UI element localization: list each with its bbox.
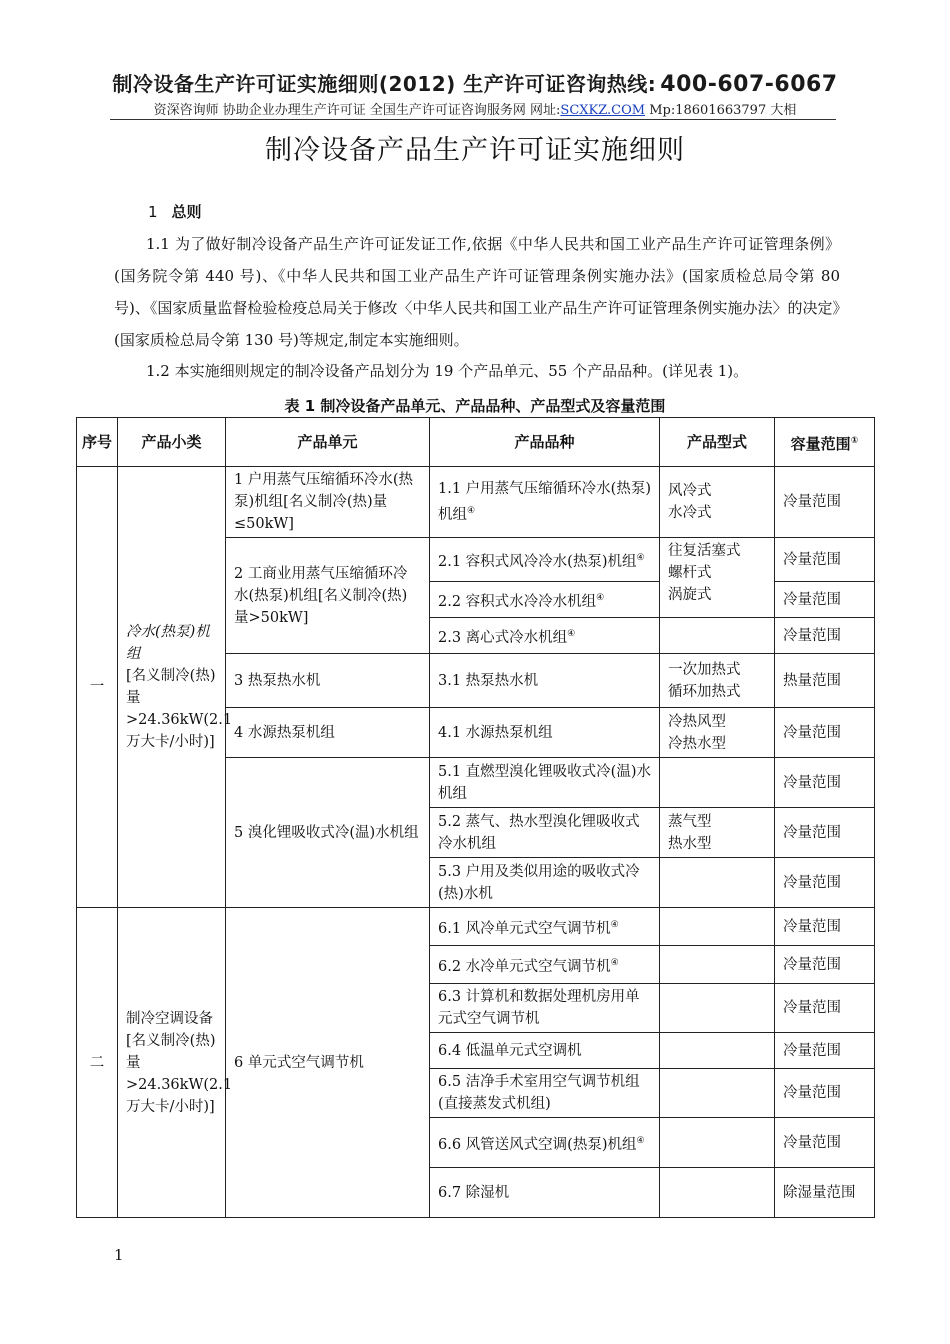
header-title-text: 制冷设备生产许可证实施细则(2012) 生产许可证咨询热线: <box>112 72 657 96</box>
capacity-2-3: 冷量范围 <box>775 618 875 654</box>
capacity-6-2: 冷量范围 <box>775 946 875 984</box>
type-6-3-empty <box>660 984 775 1033</box>
header-subtitle <box>0 99 950 118</box>
type-6-6-empty <box>660 1118 775 1168</box>
capacity-6-1: 冷量范围 <box>775 908 875 946</box>
type-6-5-empty <box>660 1069 775 1118</box>
type-1-a: 风冷式 <box>668 483 712 499</box>
variety-6-6 <box>430 1118 660 1168</box>
capacity-6-5: 冷量范围 <box>775 1069 875 1118</box>
table-row <box>77 467 875 538</box>
footnote-mark: ④ <box>636 1135 645 1146</box>
capacity-6-4: 冷量范围 <box>775 1033 875 1069</box>
variety-2-3-text: 2.3 离心式冷水机组 <box>438 629 568 646</box>
unit-1: 1 户用蒸气压缩循环冷水(热泵)机组[名义制冷(热)量≤50kW] <box>226 467 430 538</box>
type-2-b: 螺杆式 <box>668 565 712 581</box>
type-5 <box>660 808 775 858</box>
type-5-3-empty <box>660 858 775 908</box>
type-2-a: 往复活塞式 <box>668 543 741 559</box>
unit-4: 4 水源热泵机组 <box>226 708 430 758</box>
header-subtitle-right: Mp:18601663797 大相 <box>645 103 797 118</box>
capacity-5-1: 冷量范围 <box>775 758 875 808</box>
variety-4-1: 4.1 水源热泵机组 <box>430 708 660 758</box>
footnote-mark: ④ <box>467 506 476 517</box>
variety-2-2-text: 2.2 容积式水冷冷水机组 <box>438 593 597 610</box>
capacity-6-6: 冷量范围 <box>775 1118 875 1168</box>
section-heading <box>148 201 202 222</box>
group1-subclass-detail: [名义制冷(热)量>24.36kW(2.1万大卡/小时)] <box>126 668 233 750</box>
header-type: 产品型式 <box>660 418 775 467</box>
variety-1-1 <box>430 467 660 538</box>
variety-5-1: 5.1 直燃型溴化锂吸收式冷(温)水机组 <box>430 758 660 808</box>
table-header-row <box>77 418 875 467</box>
type-3-b: 循环加热式 <box>668 683 741 700</box>
header-capacity-note: ① <box>850 435 859 446</box>
website-link[interactable]: SCXKZ.COM <box>560 103 646 118</box>
capacity-2-1: 冷量范围 <box>775 538 875 582</box>
footnote-mark: ④ <box>610 919 619 930</box>
type-3-a: 一次加热式 <box>668 661 741 678</box>
section-number: 1 <box>148 203 158 221</box>
product-table <box>76 417 875 1218</box>
section-title: 总则 <box>171 203 202 221</box>
capacity-5-2: 冷量范围 <box>775 808 875 858</box>
capacity-5-3: 冷量范围 <box>775 858 875 908</box>
capacity-4-1: 冷量范围 <box>775 708 875 758</box>
unit-5: 5 溴化锂吸收式冷(温)水机组 <box>226 758 430 908</box>
variety-5-2: 5.2 蒸气、热水型溴化锂吸收式冷水机组 <box>430 808 660 858</box>
header-capacity-label: 容量范围 <box>790 434 851 453</box>
unit-2: 2 工商业用蒸气压缩循环冷水(热泵)机组[名义制冷(热)量>50kW] <box>226 538 430 654</box>
variety-2-3 <box>430 618 660 654</box>
type-4-b: 冷热水型 <box>668 735 726 752</box>
group2-subclass-name: 制冷空调设备 <box>126 1010 213 1027</box>
header-seq: 序号 <box>77 418 118 467</box>
type-5-a: 蒸气型 <box>668 813 712 830</box>
variety-6-3: 6.3 计算机和数据处理机房用单元式空气调节机 <box>430 984 660 1033</box>
table-caption: 表 1 制冷设备产品单元、产品品种、产品型式及容量范围 <box>284 397 666 415</box>
variety-6-7: 6.7 除湿机 <box>430 1168 660 1218</box>
header-capacity <box>775 418 875 467</box>
paragraph-1-1: 1.1 为了做好制冷设备产品生产许可证发证工作,依据《中华人民共和国工业产品生产许可证管理条例》(国务院令第 440 号)、《中华人民共和国工业产品生产许可证管理条例实施办法》(国家质检总局令第 80 号)、《国家质量监督检验检疫总局关于修改〈中华人民共和国工业产品生产许可证管理条例实施办法〉的决定》(国家质检总局令第 130 号)等规定,制定本实施细则。 <box>114 235 840 349</box>
hotline-number: 400-607-6067 <box>660 72 838 97</box>
variety-6-2 <box>430 946 660 984</box>
document-title: 制冷设备产品生产许可证实施细则 <box>265 135 685 166</box>
header-variety: 产品品种 <box>430 418 660 467</box>
page-number: 1 <box>114 1246 124 1264</box>
capacity-6-7: 除湿量范围 <box>775 1168 875 1218</box>
group2-subclass <box>118 908 233 1218</box>
capacity-1-1: 冷量范围 <box>775 467 875 538</box>
header-title <box>0 68 950 97</box>
unit-6: 6 单元式空气调节机 <box>226 908 430 1218</box>
variety-6-4: 6.4 低温单元式空调机 <box>430 1033 660 1069</box>
variety-5-3: 5.3 户用及类似用途的吸收式冷(热)水机 <box>430 858 660 908</box>
group1-subclass-name: 冷水(热泵)机组 <box>126 624 210 662</box>
paragraph-1-2: 1.2 本实施细则规定的制冷设备产品划分为 19 个产品单元、55 个产品品种。(详见表 1)。 <box>146 362 749 380</box>
type-2-3-empty <box>660 618 775 654</box>
variety-6-1 <box>430 908 660 946</box>
variety-3-1: 3.1 热泵热水机 <box>430 654 660 708</box>
variety-2-1 <box>430 538 660 582</box>
header-unit: 产品单元 <box>226 418 430 467</box>
type-4-a: 冷热风型 <box>668 713 726 730</box>
footnote-mark: ④ <box>596 592 605 603</box>
variety-2-2 <box>430 582 660 618</box>
group2-subclass-detail: [名义制冷(热)量>24.36kW(2.1万大卡/小时)] <box>126 1032 233 1115</box>
type-6-2-empty <box>660 946 775 984</box>
capacity-6-3: 冷量范围 <box>775 984 875 1033</box>
type-1 <box>660 467 775 538</box>
table-row <box>77 908 875 946</box>
footnote-mark: ④ <box>610 957 619 968</box>
type-3 <box>660 654 775 708</box>
group2-seq: 二 <box>77 908 118 1218</box>
type-6-1-empty <box>660 908 775 946</box>
header-subclass: 产品小类 <box>118 418 226 467</box>
group1-subclass <box>118 467 233 908</box>
type-6-7-empty <box>660 1168 775 1218</box>
capacity-3-1: 热量范围 <box>775 654 875 708</box>
capacity-2-2: 冷量范围 <box>775 582 875 618</box>
group1-seq: 一 <box>77 467 118 908</box>
variety-1-1-text: 1.1 户用蒸气压缩循环冷水(热泵)机组 <box>438 481 651 523</box>
type-4 <box>660 708 775 758</box>
header-subtitle-left: 资深咨询师 协助企业办理生产许可证 全国生产许可证咨询服务网 网址: <box>153 103 561 118</box>
variety-2-1-text: 2.1 容积式风冷冷水(热泵)机组 <box>438 553 637 570</box>
footnote-mark: ④ <box>636 552 645 563</box>
type-5-1-empty <box>660 758 775 808</box>
variety-6-2-text: 6.2 水冷单元式空气调节机 <box>438 958 611 975</box>
type-2 <box>660 538 775 618</box>
header-divider <box>110 119 836 120</box>
type-1-b: 水冷式 <box>668 505 712 521</box>
variety-6-1-text: 6.1 风冷单元式空气调节机 <box>438 920 611 937</box>
footnote-mark: ④ <box>567 628 576 639</box>
variety-6-6-text: 6.6 风管送风式空调(热泵)机组 <box>438 1136 637 1153</box>
unit-3: 3 热泵热水机 <box>226 654 430 708</box>
type-2-c: 涡旋式 <box>668 587 712 603</box>
type-6-4-empty <box>660 1033 775 1069</box>
type-5-b: 热水型 <box>668 835 712 852</box>
variety-6-5: 6.5 洁净手术室用空气调节机组(直接蒸发式机组) <box>430 1069 660 1118</box>
